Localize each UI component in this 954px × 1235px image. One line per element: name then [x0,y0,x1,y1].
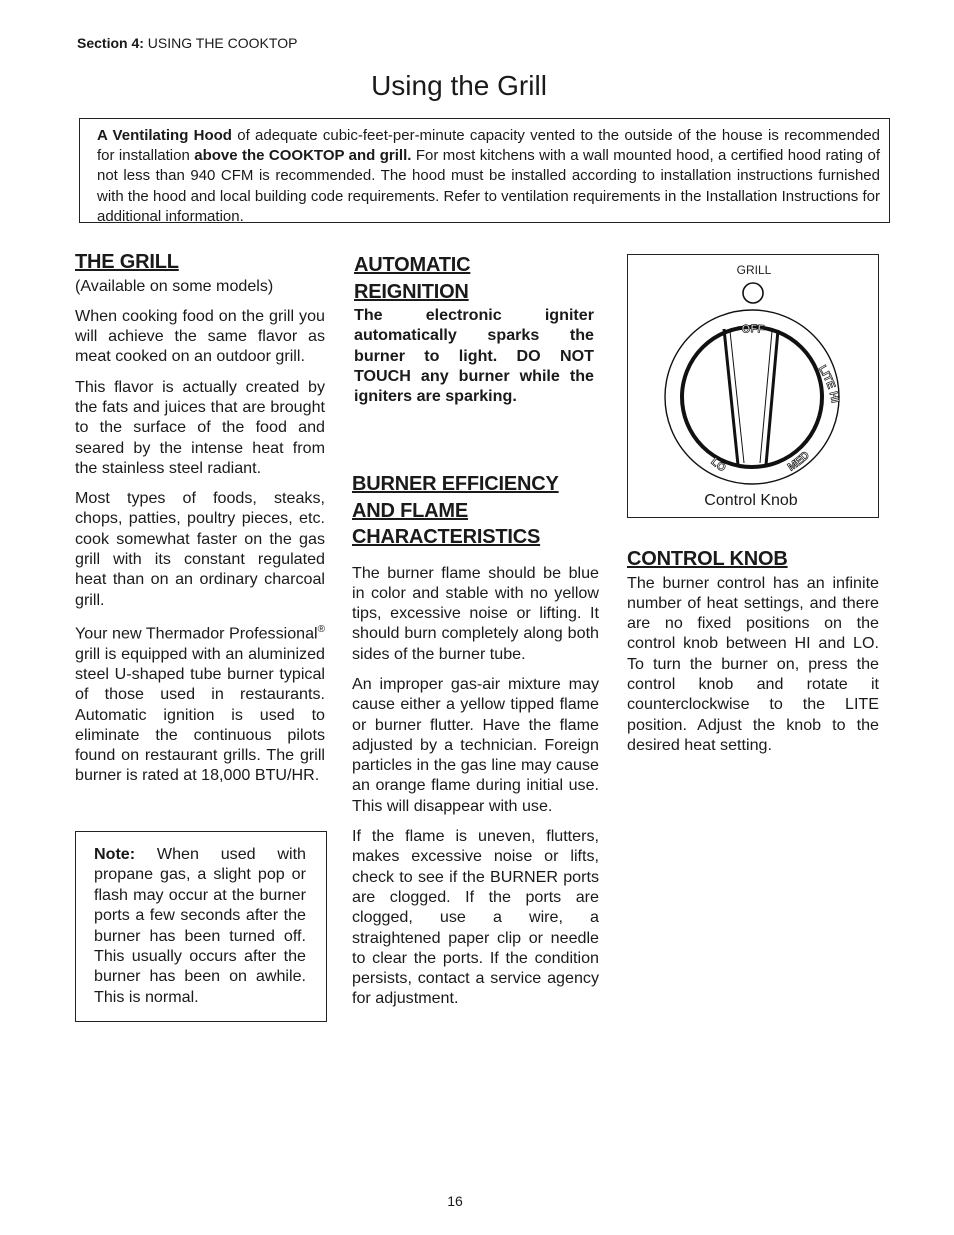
figure-caption: Control Knob [704,492,798,509]
efficiency-heading-line-2: AND FLAME [352,499,468,522]
grill-section [75,249,325,796]
registered-mark: ® [317,623,325,635]
reignition-heading-line-1: AUTOMATIC [354,254,471,276]
efficiency-paragraph-1: The burner flame should be blue in color and stable with no yellow tips, excessive noise or lifting. It should burn completely along both sides of the burner tube. [352,563,599,663]
ventilation-notice [79,118,890,223]
efficiency-section [352,471,599,1019]
note-label: Note: [94,845,136,863]
lo-label: LO [708,455,728,475]
grill-p4-start: Your new Thermador Professional [75,624,318,643]
section-header [77,35,297,51]
propane-note [75,831,327,1022]
med-label: MED [785,449,812,474]
grill-indicator-label: GRILL [736,263,772,277]
section-prefix: Section 4: [77,35,144,51]
grill-paragraph-1: When cooking food on the grill you will achieve the same flavor as meat cooked on an outdoor grill. [75,306,325,366]
efficiency-heading-line-1: BURNER EFFICIENCY [352,473,559,495]
reignition-heading-line-2: REIGNITION [354,280,469,303]
control-knob-text: The burner control has an infinite number of heat settings, and there are no fixed positions on the control knob between HI and LO. To turn the burner on, press the control knob and rotate it counterclockwise to the LITE position. Adjust the knob to the desired heat setting. [627,573,879,754]
efficiency-heading-line-3: CHARACTERISTICS [352,526,541,548]
control-knob-illustration [628,255,878,517]
notice-text-1: of adequate cubic-feet-per-minute capacity vented to the outside of the house is recommended for installation [97,127,880,165]
efficiency-heading [352,471,599,551]
knob-grip-right-inner [760,331,772,463]
off-label: OFF [741,323,765,336]
control-knob-heading: CONTROL KNOB [627,548,788,570]
indicator-light-icon [743,283,763,303]
note-text: When used with propane gas, a slight pop or flash may occur at the burner ports a few seconds after the burner has been turned off. This usually occurs after the burner has been on awhile. This is normal. [94,845,306,1006]
notice-emphasis: above the COOKTOP and grill. [194,147,412,165]
reignition-section [354,252,594,416]
reignition-text: The electronic igniter automatically sparks the burner to light. DO NOT TOUCH any burner while the igniters are sparking. [354,306,594,406]
knob-grip-right [766,330,778,465]
control-knob-figure [627,254,879,518]
page-number: 16 [447,1193,463,1209]
efficiency-paragraph-2: An improper gas-air mixture may cause either a yellow tipped flame or burner flutter. Have the flame adjusted by a technician. Foreign particles in the gas line may cause an orange flame during initial use. This will disappear with use. [352,674,599,815]
grill-p4-end: grill is equipped with an aluminized steel U-shaped tube burner typical of those used in restaurants. Automatic ignition is used to eliminate the continuous pilots found on restaurant grills. The grill burner is rated at 18,000 BTU/HR. [75,644,325,785]
notice-lead: A Ventilating Hood [97,127,232,144]
page-title: Using the Grill [371,70,547,101]
efficiency-paragraph-3: If the flame is uneven, flutters, makes excessive noise or lifts, check to see if the BURNER ports are clogged. If the ports are clogged, use a wire, a straightened paper clip or needle to clear the ports. If the condition persists, contact a service agency for adjustment. [352,827,599,1008]
grill-heading: THE GRILL [75,251,179,273]
knob-body [682,327,822,467]
grill-paragraph-2: This flavor is actually created by the fats and juices that are brought to the surface of the food and seared by the intense heat from the stainless steel radiant. [75,377,325,477]
knob-bezel-outer [665,310,839,484]
grill-paragraph-3: Most types of foods, steaks, chops, patties, poultry pieces, etc. cook somewhat faster on the gas grill with its constant regulated heat than on an ordinary charcoal grill. [75,489,325,609]
reignition-heading [354,252,594,305]
grill-availability: (Available on some models) [75,276,274,295]
control-knob-section [627,546,879,765]
grill-paragraph-4 [75,620,325,786]
knob-grip-left [724,329,738,465]
notice-text-2: For most kitchens with a wall mounted hood, a certified hood rating of not less than 940 CFM is recommended. The hood must be installed according to installation instructions furnished with the hood and local building code requirements. Refer to ventilation requirements in the Installation Instructions for additional information. [97,147,880,225]
section-name: USING THE COOKTOP [147,35,298,51]
lite-hi-label: LITE HI [815,363,841,404]
